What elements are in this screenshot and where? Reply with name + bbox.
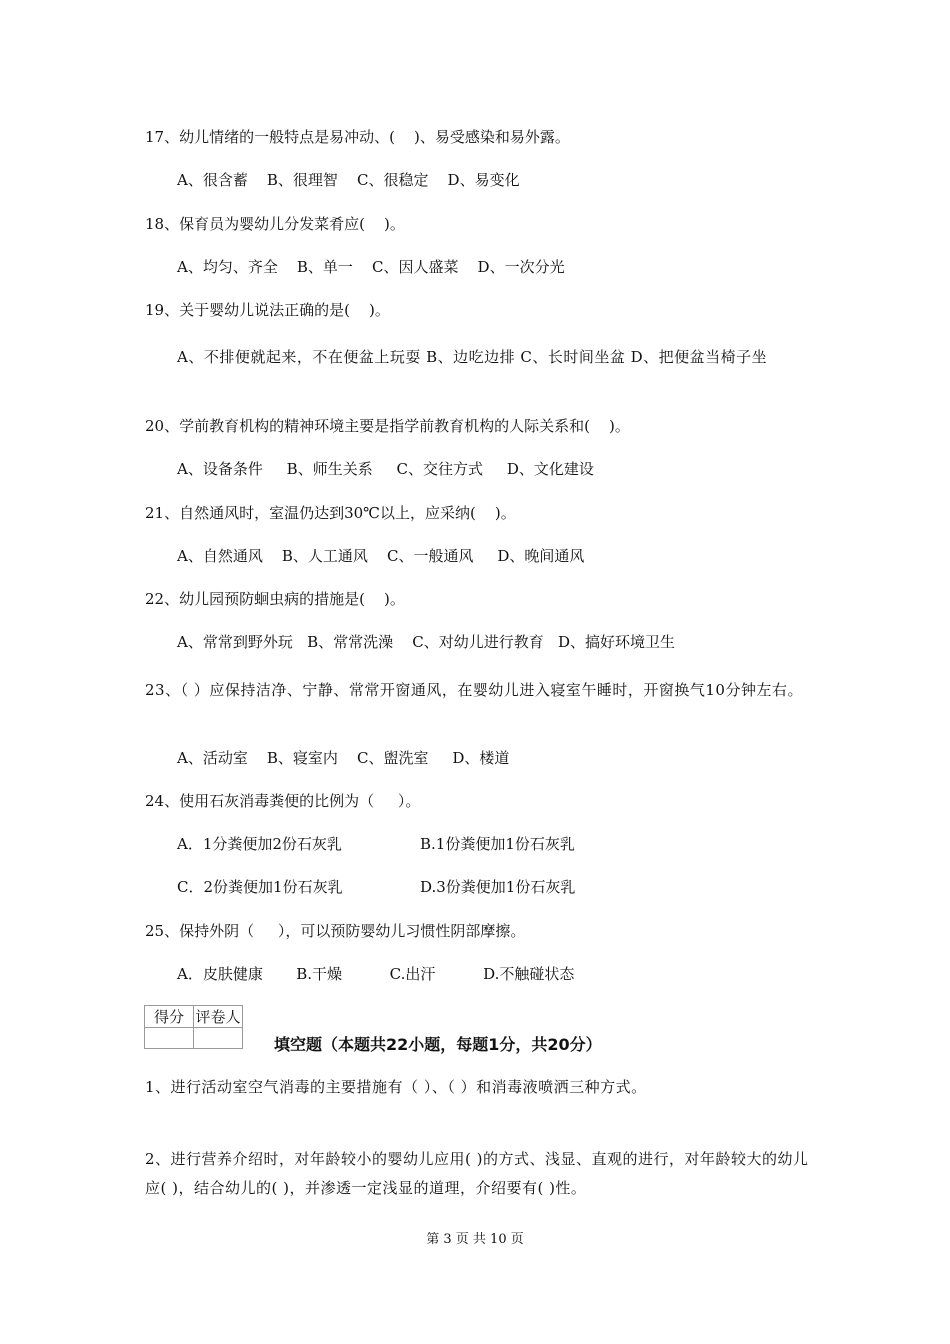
fill-blank-1: 1、进行活动室空气消毒的主要措施有（ ）、（ ）和消毒液喷洒三种方式。 [145,1078,647,1096]
q19-stem: 19、关于婴幼儿说法正确的是( )。 [145,301,390,319]
q20-stem: 20、学前教育机构的精神环境主要是指学前教育机构的人际关系和( )。 [145,417,630,435]
q22-stem: 22、幼儿园预防蛔虫病的措施是( )。 [145,590,405,608]
grader-label: 评卷人 [194,1006,243,1028]
q24-option-d: D.3份粪便加1份石灰乳 [420,878,576,896]
score-cell [145,1028,194,1049]
q24-stem: 24、使用石灰消毒粪便的比例为（ ）。 [145,792,421,810]
grader-cell [194,1028,243,1049]
q17-options: A、很含蓄 B、很理智 C、很稳定 D、易变化 [177,171,520,189]
q21-stem: 21、自然通风时，室温仍达到30℃以上，应采纳( )。 [145,504,516,522]
q18-options: A、均匀、齐全 B、单一 C、因人盛菜 D、一次分光 [177,258,565,276]
q19-options: A、不排便就起来，不在便盆上玩耍 B、边吃边排 C、长时间坐盆 D、把便盆当椅子坐 [177,348,768,366]
q23-options: A、活动室 B、寝室内 C、盥洗室 D、楼道 [177,749,510,767]
score-label: 得分 [145,1006,194,1028]
page-footer: 第 3 页 共 10 页 [426,1232,524,1247]
q17-stem: 17、幼儿情绪的一般特点是易冲动、( )、易受感染和易外露。 [145,128,570,146]
score-box [144,1005,243,1049]
q24-option-a: A．1分粪便加2份石灰乳 [177,835,342,853]
q23-stem: 23、（ ）应保持洁净、宁静、常常开窗通风，在婴幼儿进入寝室午睡时，开窗换气10分钟左右。 [145,681,803,699]
section-title: 填空题（本题共22小题，每题1分，共20分） [274,1035,602,1054]
q18-stem: 18、保育员为婴幼儿分发菜肴应( )。 [145,215,405,233]
q25-stem: 25、保持外阴（ ），可以预防婴幼儿习惯性阴部摩擦。 [145,922,526,940]
fill-blank-2: 2、进行营养介绍时，对年龄较小的婴幼儿应用( )的方式、浅显、直观的进行，对年龄较大的幼儿应( )，结合幼儿的( )，并渗透一定浅显的道理，介绍要有( )性。 [145,1150,809,1197]
q22-options: A、常常到野外玩 B、常常洗澡 C、对幼儿进行教育 D、搞好环境卫生 [177,633,676,651]
q21-options: A、自然通风 B、人工通风 C、一般通风 D、晚间通风 [177,547,585,565]
q24-option-b: B.1份粪便加1份石灰乳 [420,835,575,853]
q24-option-c: C．2份粪便加1份石灰乳 [177,878,343,896]
q25-options: A．皮肤健康 B.干燥 C.出汗 D.不触碰状态 [177,965,575,983]
q20-options: A、设备条件 B、师生关系 C、交往方式 D、文化建设 [177,460,594,478]
